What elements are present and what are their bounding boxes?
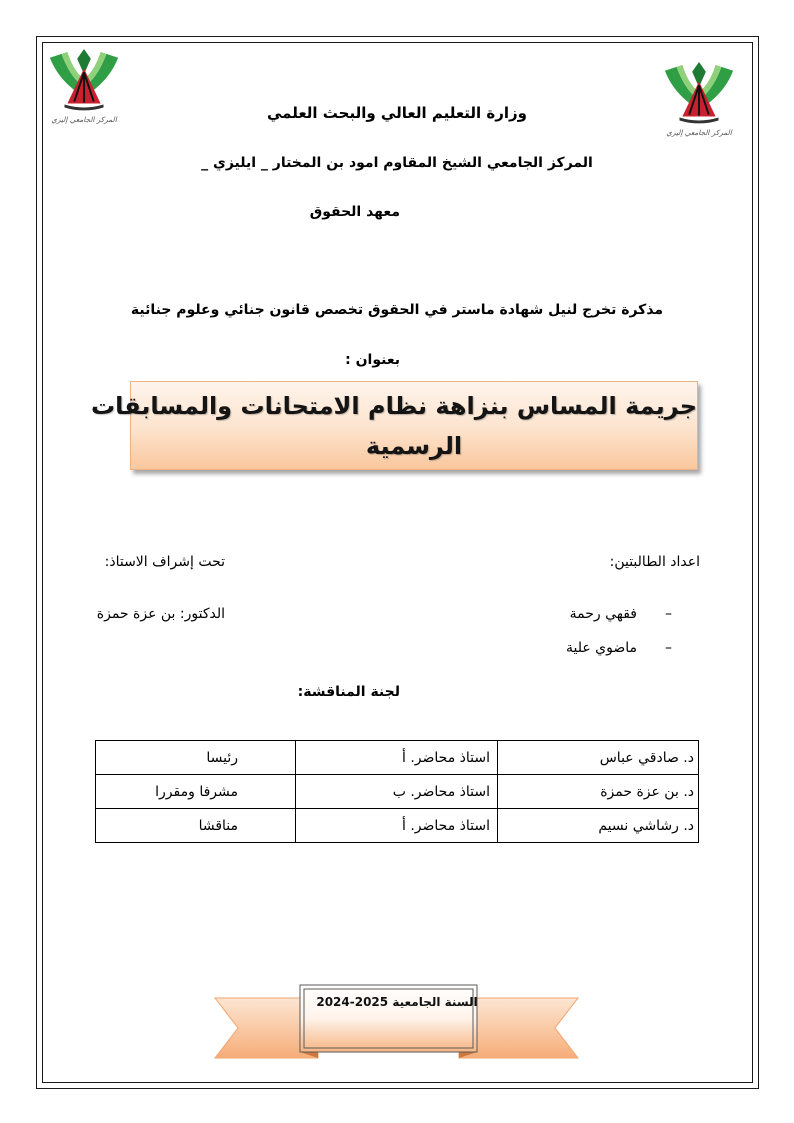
- member-rank: استاذ محاضر. ب: [296, 775, 498, 809]
- member-role: رئيسا: [96, 741, 296, 775]
- committee-table: [95, 740, 699, 843]
- ministry-heading: وزارة التعليم العالي والبحث العلمي: [266, 104, 528, 122]
- thesis-purpose: مذكرة تخرج لنيل شهادة ماستر في الحقوق تخصص قانون جنائي وعلوم جنائية: [130, 302, 664, 318]
- students-label: اعداد الطالبتين:: [609, 554, 700, 570]
- university-logo-right: [660, 58, 738, 140]
- thesis-title-box: [91, 381, 698, 470]
- thesis-title-line-1: جريمة المساس بنزاهة نظام الامتحانات والمسابقات: [91, 392, 697, 420]
- student-name-1: فقهي رحمة: [569, 606, 637, 622]
- member-rank: استاذ محاضر. أ: [296, 809, 498, 843]
- university-heading: المركز الجامعي الشيخ المقاوم امود بن المختار _ ايليزي _: [201, 155, 593, 171]
- member-role: مشرفا ومقررا: [96, 775, 296, 809]
- member-name: د. بن عزة حمزة: [498, 775, 699, 809]
- thesis-title-line-2: الرسمية: [365, 432, 463, 460]
- logo-caption: المركز الجامعي إليزي: [666, 128, 732, 138]
- student-name-2: ماضوي علية: [565, 640, 637, 656]
- member-name: د. صادقي عباس: [498, 741, 699, 775]
- table-row: [96, 741, 699, 775]
- table-row: [96, 809, 699, 843]
- thesis-title-label: بعنوان :: [345, 352, 400, 368]
- supervisor-label: تحت إشراف الاستاذ:: [104, 554, 225, 570]
- table-row: [96, 775, 699, 809]
- member-rank: استاذ محاضر. أ: [296, 741, 498, 775]
- student-bullet-1: –: [665, 606, 672, 622]
- institute-heading: معهد الحقوق: [309, 204, 400, 220]
- member-role: مناقشا: [96, 809, 296, 843]
- academic-year-ribbon: [210, 980, 585, 1065]
- logo-caption: المركز الجامعي إليزي: [51, 115, 117, 125]
- supervisor-name: الدكتور: بن عزة حمزة: [96, 606, 225, 622]
- member-name: د. رشاشي نسيم: [498, 809, 699, 843]
- student-bullet-2: –: [665, 640, 672, 656]
- academic-year: السنة الجامعية 2025-2024: [316, 995, 478, 1009]
- committee-label: لجنة المناقشة:: [297, 684, 400, 700]
